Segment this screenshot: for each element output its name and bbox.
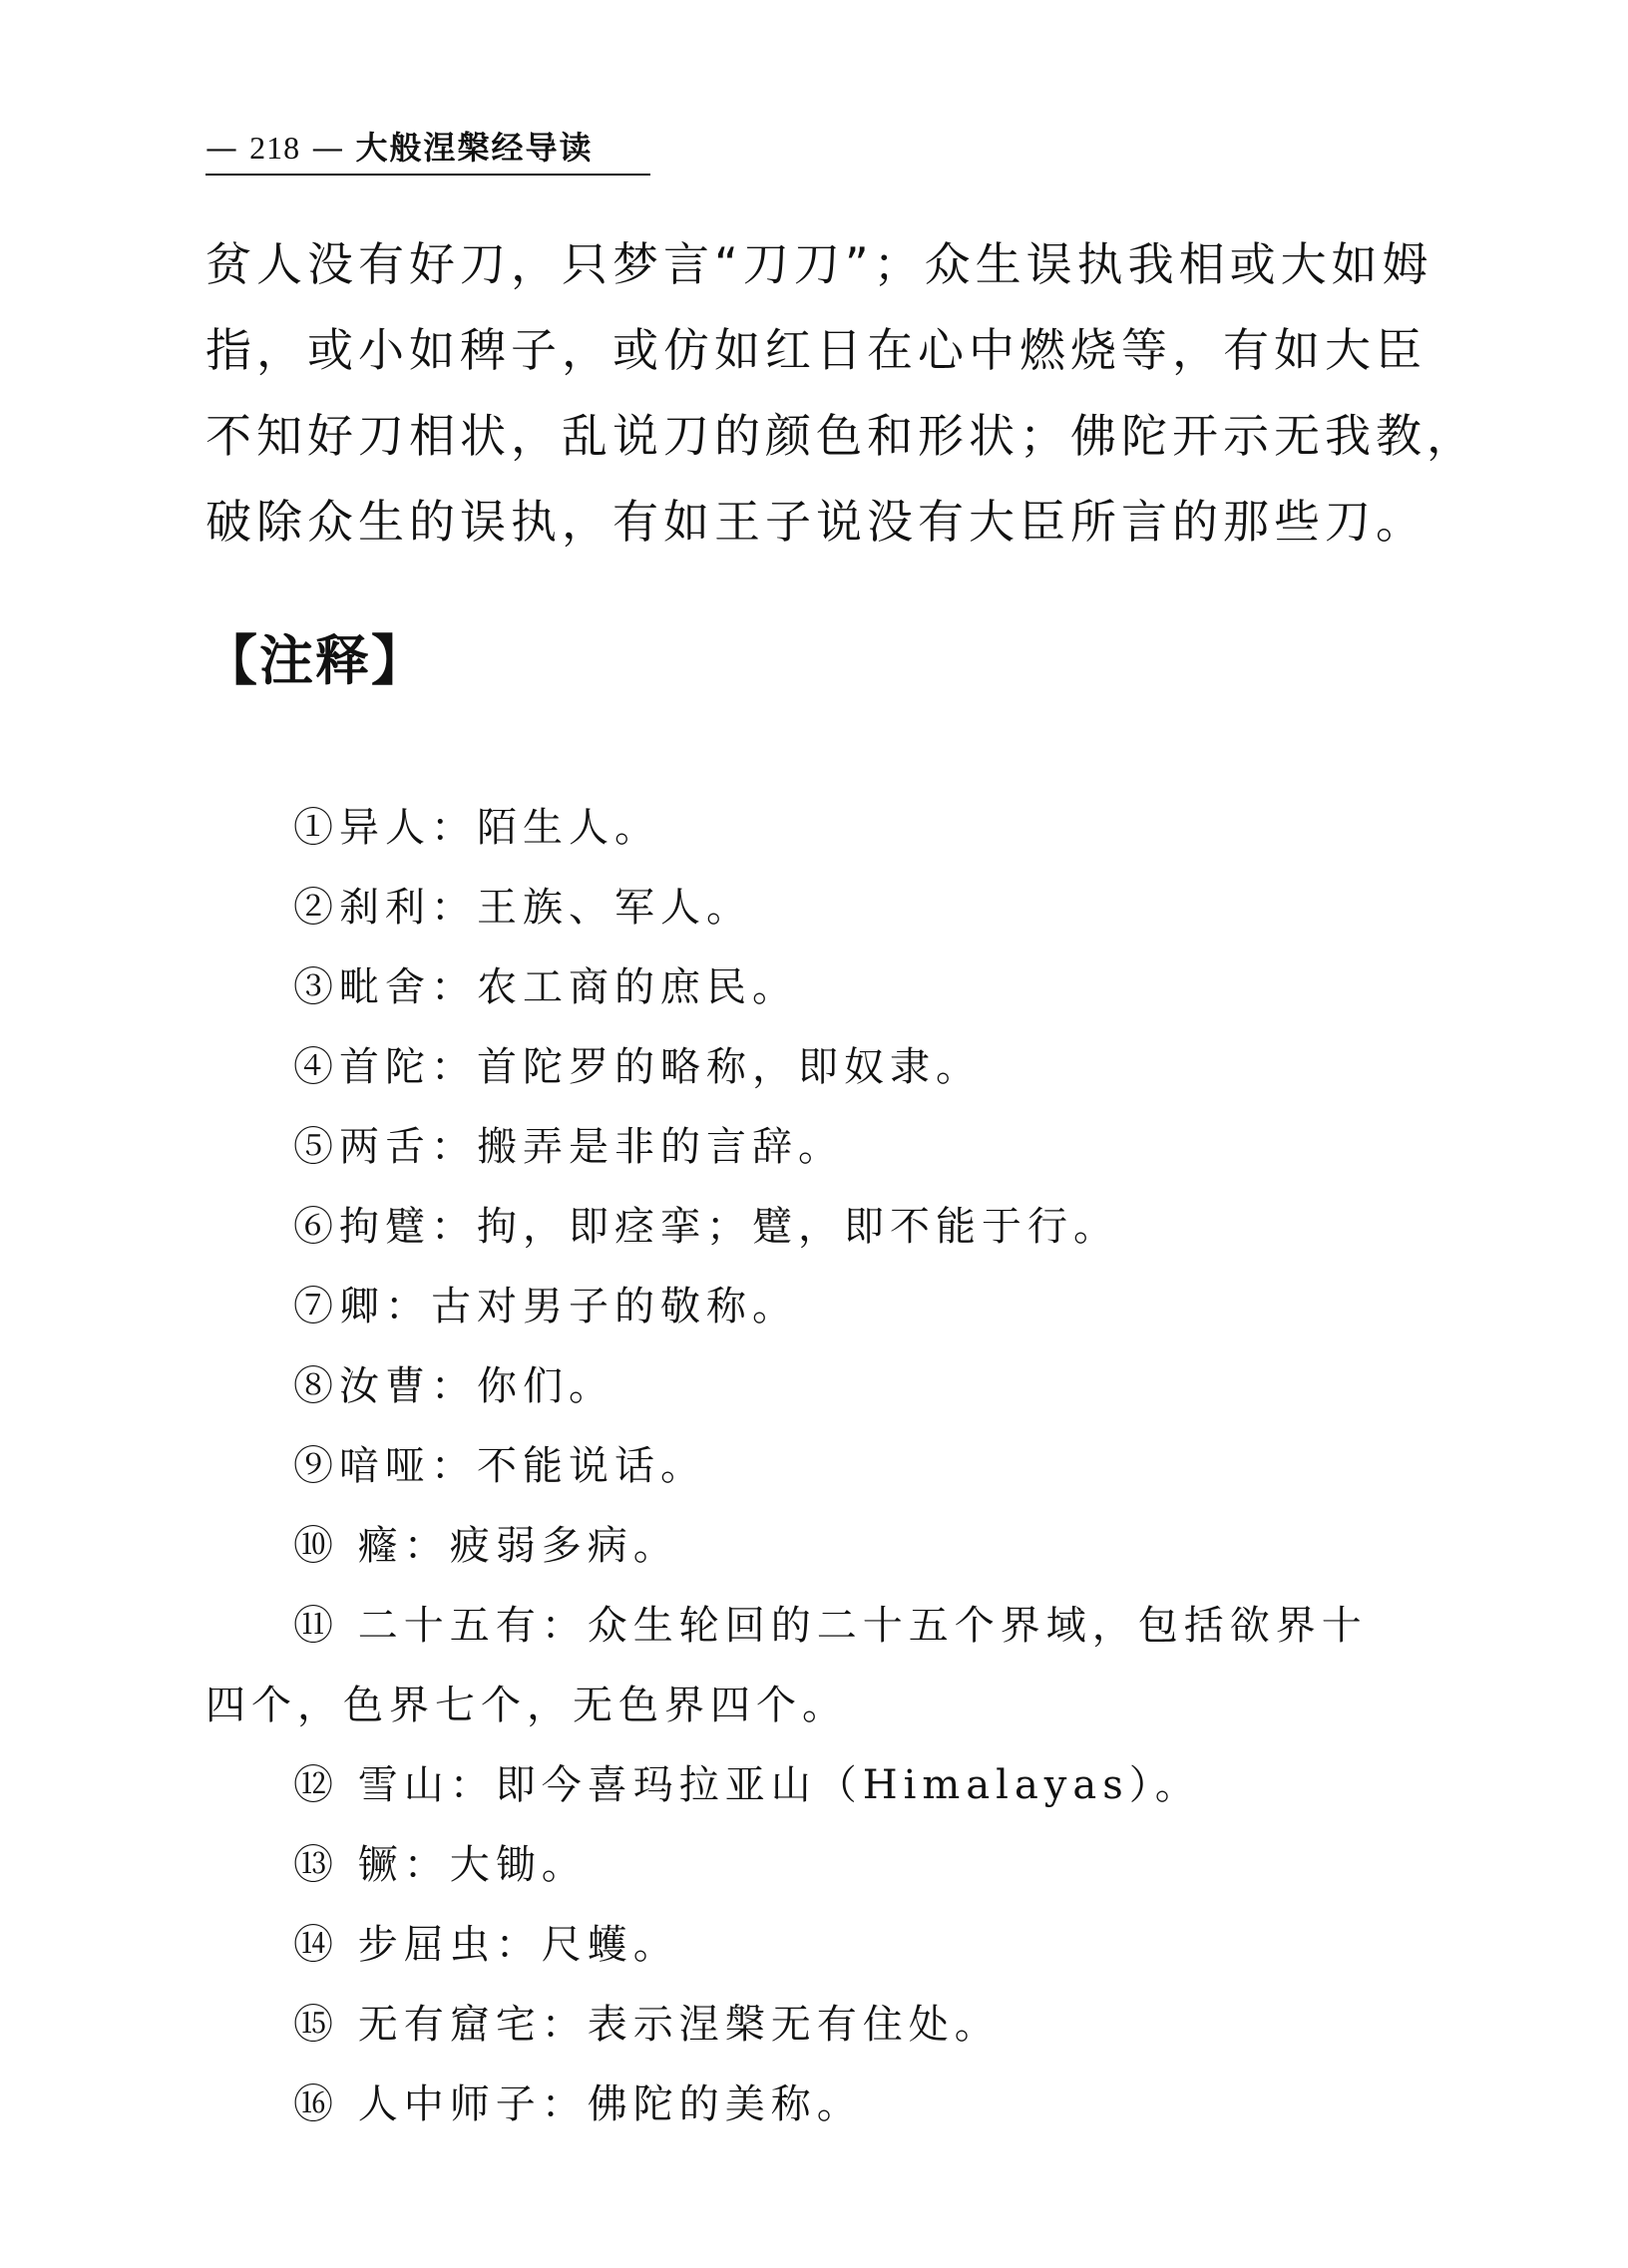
note-item: ⑭ 步屈虫：尺蠖。 [293, 1922, 679, 1968]
paragraph-line: 不知好刀相状，乱说刀的颜色和形状；佛陀开示无我教， [205, 409, 1477, 463]
note-item: ⑤两舌：搬弄是非的言辞。 [293, 1124, 844, 1170]
paragraph-line: 指，或小如稗子，或仿如红日在心中燃烧等，有如大臣 [205, 323, 1426, 377]
note-item: ②刹利：王族、军人。 [293, 885, 752, 931]
note-item: ⑪ 二十五有：众生轮回的二十五个界域，包括欲界十 [293, 1603, 1368, 1649]
note-item: ⑥拘躄：拘，即痉挛；躄，即不能于行。 [293, 1204, 1119, 1250]
note-item: ⑮ 无有窟宅：表示涅槃无有住处。 [293, 2002, 1001, 2048]
note-item-continuation: 四个，色界七个，无色界四个。 [205, 1683, 848, 1728]
note-item: ⑧汝曹：你们。 [293, 1363, 614, 1409]
note-item: ⑩ 癃：疲弱多病。 [293, 1523, 679, 1569]
note-item: ⑨喑哑：不能说话。 [293, 1443, 706, 1489]
running-header [205, 126, 650, 176]
note-item: ⑬ 镢：大锄。 [293, 1842, 588, 1888]
page-number: 218 [249, 130, 301, 166]
body-paragraph [205, 221, 1477, 565]
notes-list [205, 788, 1423, 2144]
paragraph-line: 破除众生的误执，有如王子说没有大臣所言的那些刀。 [205, 495, 1426, 549]
note-item: ①异人：陌生人。 [293, 805, 660, 851]
section-heading-notes: 【注释】 [204, 629, 427, 692]
note-item: ⑫ 雪山：即今喜玛拉亚山（Himalayas）。 [293, 1762, 1201, 1808]
note-item: ③毗舍：农工商的庶民。 [293, 964, 798, 1010]
note-item: ⑦卿：古对男子的敬称。 [293, 1284, 798, 1329]
header-dash-right: — [311, 129, 345, 167]
note-item: ④首陀：首陀罗的略称，即奴隶。 [293, 1044, 982, 1090]
book-title: 大般涅槃经导读 [355, 129, 594, 167]
note-item: ⑯ 人中师子：佛陀的美称。 [293, 2081, 863, 2127]
paragraph-line: 贫人没有好刀，只梦言“刀刀”；众生误执我相或大如姆 [205, 237, 1433, 291]
header-dash-left: — [205, 129, 238, 167]
